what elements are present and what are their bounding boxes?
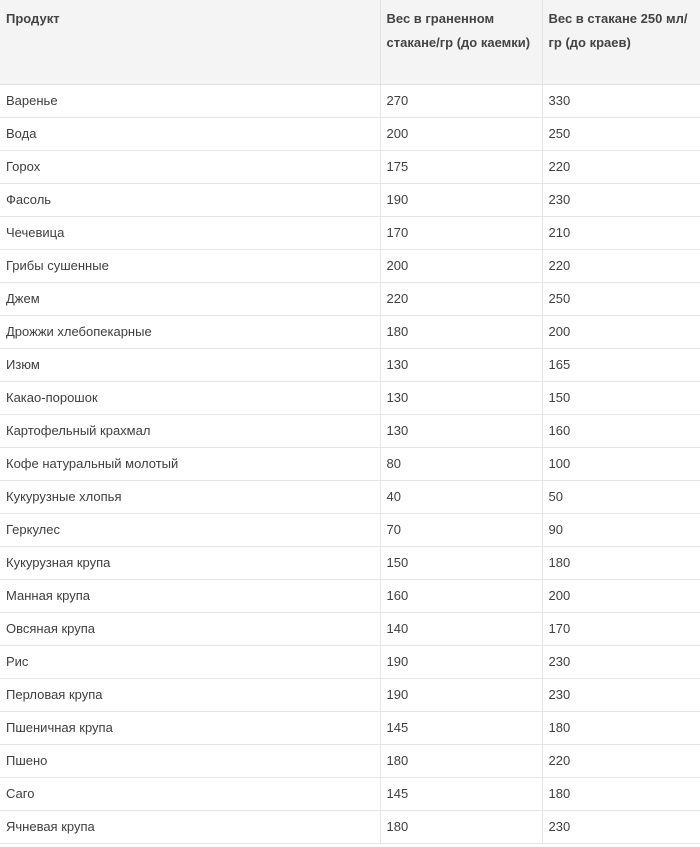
faceted-glass-weight-cell: 130 [380, 381, 542, 414]
glass-250ml-weight-cell: 210 [542, 216, 700, 249]
glass-250ml-weight-cell: 220 [542, 150, 700, 183]
faceted-glass-weight-cell: 190 [380, 645, 542, 678]
table-row [0, 249, 700, 282]
product-cell: Перловая крупа [0, 678, 380, 711]
table-row [0, 150, 700, 183]
table-row [0, 117, 700, 150]
product-cell: Варенье [0, 84, 380, 117]
table-row [0, 711, 700, 744]
product-cell: Изюм [0, 348, 380, 381]
table-row [0, 216, 700, 249]
table-body [0, 84, 700, 843]
table-row [0, 612, 700, 645]
header-250ml-glass-weight: Вес в стакане 250 мл/гр (до краев) [542, 0, 700, 84]
header-product: Продукт [0, 0, 380, 84]
table-row [0, 810, 700, 843]
table-row [0, 678, 700, 711]
table-row [0, 84, 700, 117]
product-cell: Вода [0, 117, 380, 150]
table-row [0, 447, 700, 480]
glass-250ml-weight-cell: 200 [542, 579, 700, 612]
table-row [0, 480, 700, 513]
glass-250ml-weight-cell: 170 [542, 612, 700, 645]
product-cell: Овсяная крупа [0, 612, 380, 645]
glass-250ml-weight-cell: 100 [542, 447, 700, 480]
faceted-glass-weight-cell: 180 [380, 744, 542, 777]
table-row [0, 546, 700, 579]
faceted-glass-weight-cell: 175 [380, 150, 542, 183]
product-cell: Геркулес [0, 513, 380, 546]
glass-250ml-weight-cell: 330 [542, 84, 700, 117]
faceted-glass-weight-cell: 145 [380, 711, 542, 744]
product-cell: Саго [0, 777, 380, 810]
faceted-glass-weight-cell: 140 [380, 612, 542, 645]
product-cell: Ячневая крупа [0, 810, 380, 843]
glass-250ml-weight-cell: 180 [542, 777, 700, 810]
faceted-glass-weight-cell: 180 [380, 810, 542, 843]
faceted-glass-weight-cell: 130 [380, 348, 542, 381]
header-faceted-glass-weight: Вес в граненном стакане/гр (до каемки) [380, 0, 542, 84]
table-row [0, 282, 700, 315]
glass-250ml-weight-cell: 230 [542, 645, 700, 678]
faceted-glass-weight-cell: 190 [380, 183, 542, 216]
glass-250ml-weight-cell: 150 [542, 381, 700, 414]
glass-250ml-weight-cell: 165 [542, 348, 700, 381]
table-row [0, 381, 700, 414]
glass-250ml-weight-cell: 90 [542, 513, 700, 546]
glass-250ml-weight-cell: 200 [542, 315, 700, 348]
faceted-glass-weight-cell: 270 [380, 84, 542, 117]
table-row [0, 777, 700, 810]
glass-250ml-weight-cell: 230 [542, 810, 700, 843]
product-cell: Джем [0, 282, 380, 315]
faceted-glass-weight-cell: 170 [380, 216, 542, 249]
glass-250ml-weight-cell: 230 [542, 183, 700, 216]
faceted-glass-weight-cell: 40 [380, 480, 542, 513]
product-cell: Пшено [0, 744, 380, 777]
product-cell: Манная крупа [0, 579, 380, 612]
product-cell: Горох [0, 150, 380, 183]
faceted-glass-weight-cell: 220 [380, 282, 542, 315]
table-row [0, 348, 700, 381]
glass-250ml-weight-cell: 220 [542, 249, 700, 282]
product-cell: Фасоль [0, 183, 380, 216]
faceted-glass-weight-cell: 80 [380, 447, 542, 480]
table-row [0, 579, 700, 612]
product-cell: Кофе натуральный молотый [0, 447, 380, 480]
glass-250ml-weight-cell: 180 [542, 711, 700, 744]
glass-250ml-weight-cell: 230 [542, 678, 700, 711]
product-cell: Кукурузная крупа [0, 546, 380, 579]
table-row [0, 414, 700, 447]
table-row [0, 744, 700, 777]
faceted-glass-weight-cell: 200 [380, 249, 542, 282]
faceted-glass-weight-cell: 145 [380, 777, 542, 810]
product-cell: Рис [0, 645, 380, 678]
product-cell: Пшеничная крупа [0, 711, 380, 744]
faceted-glass-weight-cell: 70 [380, 513, 542, 546]
product-cell: Дрожжи хлебопекарные [0, 315, 380, 348]
table-row [0, 315, 700, 348]
glass-250ml-weight-cell: 250 [542, 282, 700, 315]
table-row [0, 645, 700, 678]
product-cell: Грибы сушенные [0, 249, 380, 282]
table-row [0, 513, 700, 546]
faceted-glass-weight-cell: 200 [380, 117, 542, 150]
glass-250ml-weight-cell: 50 [542, 480, 700, 513]
faceted-glass-weight-cell: 180 [380, 315, 542, 348]
glass-250ml-weight-cell: 250 [542, 117, 700, 150]
product-cell: Кукурузные хлопья [0, 480, 380, 513]
faceted-glass-weight-cell: 130 [380, 414, 542, 447]
table-row [0, 183, 700, 216]
faceted-glass-weight-cell: 190 [380, 678, 542, 711]
faceted-glass-weight-cell: 160 [380, 579, 542, 612]
faceted-glass-weight-cell: 150 [380, 546, 542, 579]
glass-250ml-weight-cell: 160 [542, 414, 700, 447]
product-cell: Картофельный крахмал [0, 414, 380, 447]
product-cell: Чечевица [0, 216, 380, 249]
table-header-row [0, 0, 700, 84]
glass-250ml-weight-cell: 220 [542, 744, 700, 777]
glass-250ml-weight-cell: 180 [542, 546, 700, 579]
product-cell: Какао-порошок [0, 381, 380, 414]
